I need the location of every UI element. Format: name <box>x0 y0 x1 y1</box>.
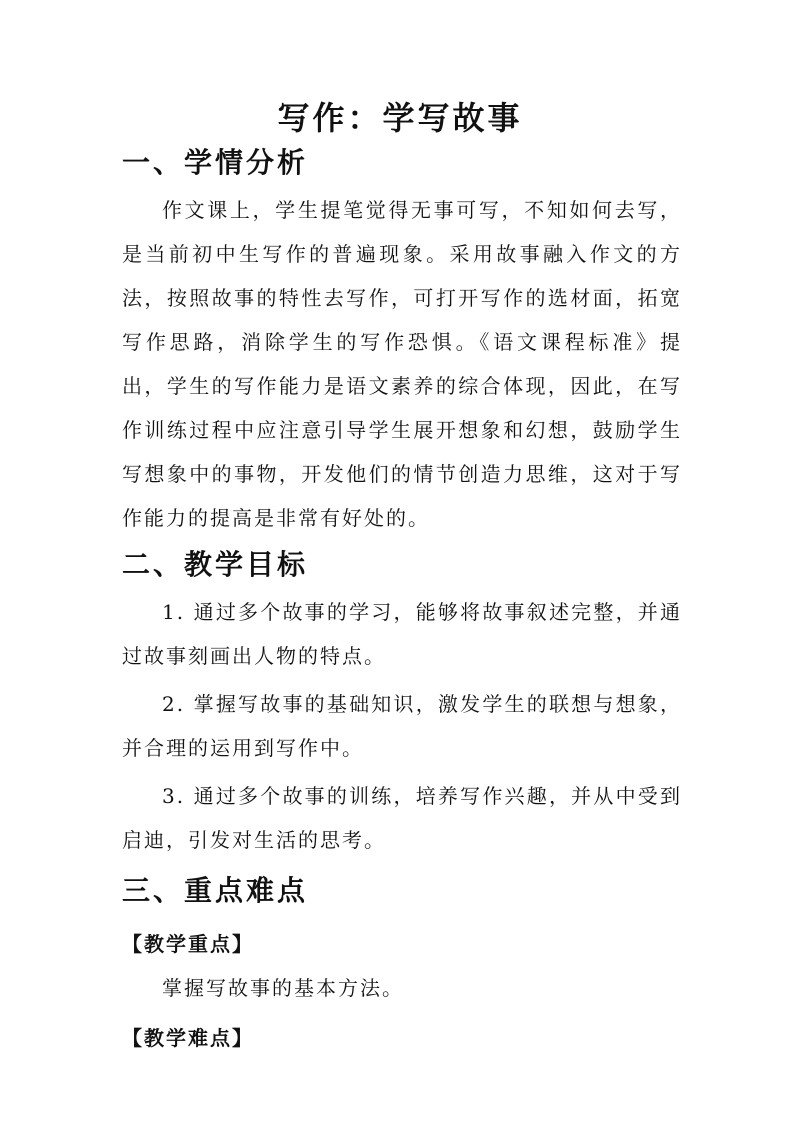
key-point-label: 【教学重点】 <box>122 932 254 956</box>
section-key-difficult-points <box>122 866 682 1060</box>
section-heading: 一、学情分析 <box>122 146 309 179</box>
section-learning-analysis <box>122 138 682 540</box>
document-title: 写作：学写故事 <box>277 99 523 137</box>
objective-item: 1. 通过多个故事的学习，能够将故事叙述完整，并通过故事刻画出人物的特点。 <box>122 600 682 668</box>
section-heading: 三、重点难点 <box>122 874 309 907</box>
section-teaching-objectives <box>122 540 682 862</box>
key-point-text: 掌握写故事的基本方法。 <box>162 976 404 1000</box>
objective-item: 2. 掌握写故事的基础知识，激发学生的联想与想象，并合理的运用到写作中。 <box>122 692 682 760</box>
section-heading: 二、教学目标 <box>122 548 309 581</box>
difficulty-label: 【教学难点】 <box>122 1026 254 1050</box>
objective-item: 3. 通过多个故事的训练，培养写作兴趣，并从中受到启迪，引发对生活的思考。 <box>122 784 682 852</box>
section-paragraph: 作文课上，学生提笔觉得无事可写，不知如何去写，是当前初中生写作的普遍现象。采用故事融入作文的方法，按照故事的特性去写作，可打开写作的选材面，拓宽写作思路，消除学生的写作恐惧。《语文课程标准》提出，学生的写作能力是语文素养的综合体现，因此，在写作训练过程中应注意引导学生展开想象和幻想，鼓励学生写想象中的事物，开发他们的情节创造力思维，这对于写作能力的提高是非常有好处的。 <box>122 198 682 530</box>
document-body <box>122 138 682 1060</box>
